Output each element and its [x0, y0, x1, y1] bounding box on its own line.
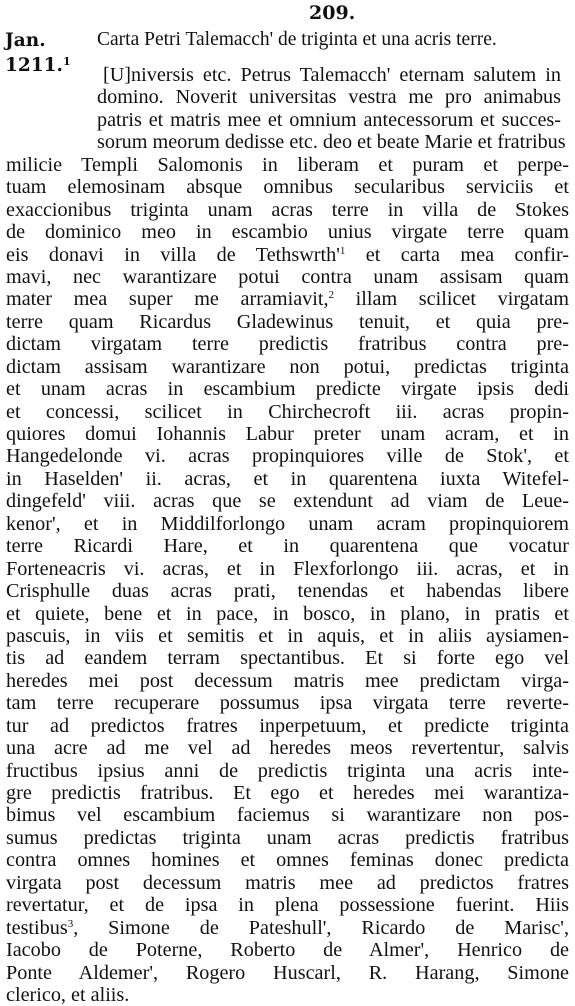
text-line [0, 401, 575, 423]
text-line-main: una acre ad me vel ad heredes meos revertentur, salvis [6, 737, 569, 760]
text-line-main: et quiete, bene et in pace, in bosco, in plano, in pratis et [6, 602, 569, 625]
text-line [0, 917, 575, 939]
text-line-main: exaccionibus triginta unam acras terre in villa de Stokes [6, 198, 569, 221]
text-line-continuation: illam scilicet virgatam [334, 288, 569, 311]
text-line-content [6, 692, 569, 714]
date-footnote-ref: 1 [62, 55, 71, 68]
text-line-main: dingefeld' viii. acras que se extendunt ad viam de Leue- [6, 490, 569, 513]
text-line-content [6, 154, 569, 176]
text-line-content [6, 558, 569, 580]
text-line [0, 288, 575, 310]
text-line [0, 737, 575, 759]
text-line-content [6, 984, 569, 1006]
text-line-content [6, 221, 569, 243]
text-line-main: terre quam Ricardus Gladewinus tenuit, et quia pre- [6, 310, 569, 333]
text-line-main: testibus [6, 916, 68, 939]
text-line [0, 984, 575, 1006]
text-line [0, 86, 575, 108]
text-line-content [6, 445, 569, 467]
text-line [0, 558, 575, 580]
text-line-main: mater mea super me arramiavit, [6, 288, 329, 311]
text-line-content [6, 244, 569, 266]
text-line-main: Iacobo de Poterne, Roberto de Almer', Henrico de [6, 939, 569, 962]
text-line [0, 378, 575, 400]
text-line-main: bimus vel escambium faciemus si warantizare non pos- [6, 804, 569, 827]
text-line-main: [U]niversis etc. Petrus Talemacch' eternam salutem in [103, 64, 561, 86]
text-line [0, 849, 575, 871]
text-line [0, 445, 575, 467]
date-year: 1211. [5, 55, 63, 76]
text-line-main: quiores domui Iohannis Labur preter unam acram, et in [6, 423, 569, 445]
text-line [0, 804, 575, 826]
text-line-main: heredes mei post decessum matris mee predictam virga- [6, 669, 569, 692]
text-line-content [6, 356, 569, 378]
text-line-main: tur ad predictos fratres inperpetuum, et predicte triginta [6, 714, 569, 737]
charter-number: 209. [309, 2, 356, 24]
text-line-content [6, 849, 569, 871]
text-line-content [97, 109, 561, 131]
text-line-main: sumus predictas triginta unam acras predictis fratribus [6, 826, 569, 849]
text-line-continuation: et carta mea confir- [345, 243, 569, 266]
text-line [0, 333, 575, 355]
text-line [0, 535, 575, 557]
text-line [0, 176, 575, 198]
text-line-main: domino. Noverit universitas vestra me pro animabus [97, 86, 561, 109]
text-line [0, 872, 575, 894]
text-line-main: contra omnes homines et omnes feminas donec predicta [6, 849, 569, 872]
text-line-continuation: , Simone de Pateshull', Ricardo de Marisc', [73, 916, 569, 939]
charter-heading: Carta Petri Talemacch' de triginta et una acris terre. [97, 29, 497, 50]
text-line-main: et unam acras in escambium predicte virgate ipsis dedi [6, 378, 569, 401]
text-line [0, 266, 575, 288]
text-line [0, 580, 575, 602]
text-line [0, 131, 575, 153]
text-line-content [6, 670, 569, 692]
text-line [0, 64, 575, 86]
text-line-main: dictam virgatam terre predictis fratribus contra pre- [6, 333, 569, 356]
text-line-content [6, 423, 569, 445]
date-month: Jan. [5, 30, 46, 51]
text-line-content [6, 490, 569, 512]
footnote-ref: 2 [328, 289, 335, 302]
text-line-main: virgata post decessum matris mee ad predictos fratres [6, 871, 569, 894]
text-line-content [6, 333, 569, 355]
text-line [0, 760, 575, 782]
text-line-content [6, 782, 569, 804]
text-line [0, 939, 575, 961]
text-line [0, 692, 575, 714]
text-line-content [6, 894, 569, 916]
text-line-main: de dominico meo in escambio unius virgate terre quam [6, 221, 569, 244]
text-line [0, 154, 575, 176]
text-line [0, 199, 575, 221]
text-line-content [6, 827, 569, 849]
text-line-main: patris et matris mee et omnium antecessorum et succes- [97, 108, 561, 131]
text-line [0, 894, 575, 916]
text-line [0, 468, 575, 490]
footnote-ref: 1 [339, 244, 346, 257]
text-line-main: kenor', et in Middilforlongo unam acram propinquiorem [6, 512, 569, 535]
text-line-content [6, 535, 569, 557]
text-line [0, 715, 575, 737]
text-line-main: dictam assisam warantizare non potui, predictas triginta [6, 355, 569, 378]
footnote-ref: 3 [67, 917, 74, 930]
text-line-main: mavi, nec warantizare potui contra unam assisam quam [6, 265, 569, 288]
text-line-content [6, 513, 569, 535]
text-line-main: clerico, et aliis. [6, 983, 130, 1006]
text-line-main: sorum meorum dedisse etc. deo et beate Marie et fratribus [97, 131, 566, 154]
text-line-content [6, 378, 569, 400]
text-line [0, 221, 575, 243]
text-line-main: Forteneacris vi. acras, et in Flexforlongo iii. acras, et in [6, 557, 569, 580]
text-line-main: Crisphulle duas acras prati, tenendas et habendas libere [6, 580, 569, 603]
text-line-content [6, 647, 569, 669]
text-line-main: gre predictis fratribus. Et ego et heredes mei warantiza- [6, 782, 569, 804]
text-line [0, 782, 575, 804]
text-line [0, 311, 575, 333]
text-line-main: pascuis, in viis et semitis et in aquis, et in aliis aysiamen- [6, 624, 569, 647]
text-line-content [6, 715, 569, 737]
text-line [0, 244, 575, 266]
text-line [0, 423, 575, 445]
text-line [0, 827, 575, 849]
text-line [0, 625, 575, 647]
text-line-content [6, 311, 569, 333]
text-line-content [103, 64, 561, 86]
text-line-content [6, 804, 569, 826]
text-line [0, 490, 575, 512]
text-line-main: in Haselden' ii. acras, et in quarentena iuxta Witefel- [6, 467, 569, 490]
text-line-content [6, 580, 569, 602]
text-line-content [6, 468, 569, 490]
text-line-main: Hangedelonde vi. acras propinquiores ville de Stok', et [6, 445, 569, 468]
text-line-content [97, 131, 566, 154]
text-line-main: et concessi, scilicet in Chirchecroft iii. acras propin- [6, 400, 569, 423]
text-line-content [6, 603, 569, 625]
text-line-content [6, 401, 569, 423]
text-line [0, 670, 575, 692]
text-line-content [6, 266, 569, 288]
text-line-main: terre Ricardi Hare, et in quarentena que vocatur [6, 535, 569, 558]
text-line-content [6, 939, 569, 961]
text-line-content [6, 760, 569, 782]
text-line-content [6, 625, 569, 647]
text-line-content [6, 737, 569, 759]
text-line [0, 109, 575, 131]
text-line-main: fructibus ipsius anni de predictis triginta una acris inte- [6, 759, 569, 782]
text-line [0, 603, 575, 625]
text-line-main: tuam elemosinam absque omnibus secularibus serviciis et [6, 176, 569, 199]
text-line [0, 356, 575, 378]
charter-body [0, 64, 575, 1006]
text-line-main: tis ad eandem terram spectantibus. Et si forte ego vel [6, 647, 569, 670]
text-line-main: eis donavi in villa de Tethswrth' [6, 243, 340, 266]
text-line-main: tam terre recuperare possumus ipsa virgata terre reverte- [6, 692, 569, 715]
text-line [0, 647, 575, 669]
text-line-content [97, 86, 561, 108]
text-line-content [6, 176, 569, 198]
text-line-main: milicie Templi Salomonis in liberam et puram et perpe- [6, 153, 569, 176]
text-line-content [6, 917, 569, 939]
text-line-content [6, 872, 569, 894]
text-line [0, 513, 575, 535]
text-line-content [6, 199, 569, 221]
text-line-content [6, 288, 569, 310]
text-line-main: revertatur, et de ipsa in plena possessione fuerint. Hiis [6, 894, 569, 917]
text-line-main: Ponte Aldemer', Rogero Huscarl, R. Harang, Simone [6, 961, 569, 984]
